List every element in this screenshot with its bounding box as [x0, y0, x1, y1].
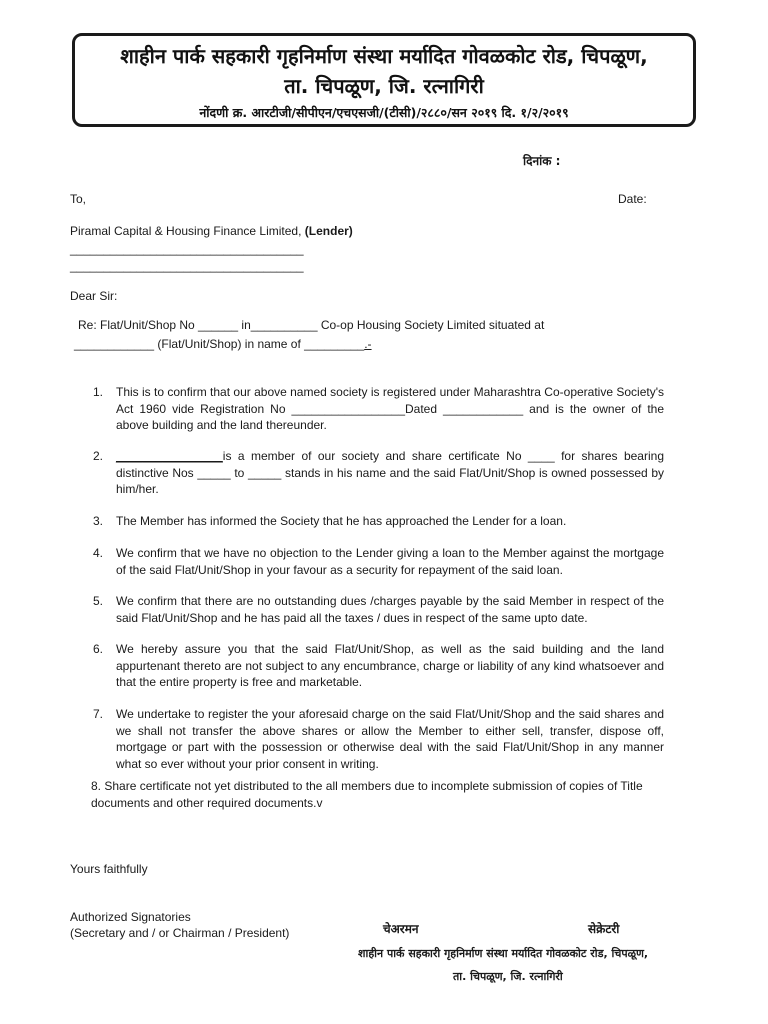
- signatories-label: Authorized Signatories: [70, 910, 191, 924]
- item-text: We undertake to register the your aforesaid charge on the said Flat/Unit/Shop and the said shares and we shall not transfer the above shares or allow the Member to either sell, transfer, dispose off, mortgage or part with the possession or otherwise deal with the said Flat/Unit/Shop in any manner what so ever without your prior consent in writing.: [116, 707, 664, 771]
- registration-number: नोंदणी क्र. आरटीजी/सीपीएन/एचएसजी/(टीसी)/२८८०/सन २०१९ दि. १/२/२०१९: [199, 105, 569, 120]
- item-text: We confirm that we have no objection to the Lender giving a loan to the Member against the mortgage of the said Flat/Unit/Shop in your favour as a security for repayment of the said loan.: [116, 546, 664, 577]
- chairman-label: चेअरमन: [383, 922, 419, 936]
- item-number: 5.: [93, 594, 104, 608]
- signatories-roles: (Secretary and / or Chairman / President): [70, 926, 290, 940]
- item-number: 4.: [93, 546, 104, 560]
- item-number: 6.: [93, 642, 104, 656]
- society-name: शाहीन पार्क सहकारी गृहनिर्माण संस्था मर्यादित गोवळकोट रोड, चिपळूण,: [120, 44, 648, 68]
- lender-tag: (Lender): [304, 224, 353, 238]
- re-line-1: Re: Flat/Unit/Shop No ______ in__________ Co-op Housing Society Limited situated at: [78, 318, 545, 332]
- item-text: This is to confirm that our above named society is registered under Maharashtra Co-operative Society's Act 1960 vide Registration No _________________Dated ____________ and is the owner of the above building and the land thereunder.: [116, 385, 664, 432]
- item-text: We confirm that there are no outstanding dues /charges payable by the said Member in respect of the said Flat/Unit/Shop and he has paid all the taxes / dues in respect of the same upto date.: [116, 594, 664, 625]
- item-number: 2.: [93, 449, 104, 463]
- item-number: 1.: [93, 385, 104, 399]
- closing: Yours faithfully: [70, 862, 148, 876]
- lender-address-line-1: ___________________________________: [70, 242, 304, 256]
- secretary-label: सेक्रेटरी: [588, 922, 620, 936]
- to-label: To,: [70, 192, 87, 206]
- society-district-stamp: ता. चिपळूण, जि. रत्नागिरी: [453, 970, 563, 983]
- lender-name: Piramal Capital & Housing Finance Limited,: [70, 224, 302, 238]
- date-label: Date:: [618, 192, 647, 206]
- member-name-blank: ________________: [116, 449, 223, 463]
- dinank-label: दिनांक :: [523, 154, 561, 168]
- item-text-body: is a member of our society and share certificate No ____ for shares bearing distinctive Nos _____ to _____ stands in his name and the said Flat/Unit/Shop is owned possessed by him/her.: [116, 449, 664, 496]
- item-text: [116, 448, 664, 498]
- society-name-stamp: शाहीन पार्क सहकारी गृहनिर्माण संस्था मर्यादित गोवळकोट रोड, चिपळूण,: [358, 947, 649, 960]
- item-text: The Member has informed the Society that he has approached the Lender for a loan.: [116, 514, 567, 528]
- lender-address-line-2: ___________________________________: [70, 259, 304, 273]
- society-location: ता. चिपळूण, जि. रत्नागिरी: [284, 74, 484, 98]
- salutation: Dear Sir:: [70, 289, 118, 303]
- letterhead-box: [72, 33, 696, 127]
- lender-line: [70, 223, 353, 240]
- item-number: 7.: [93, 707, 104, 721]
- re-line-2: [74, 336, 372, 353]
- re-line-2-text: ____________ (Flat/Unit/Shop) in name of _________: [74, 337, 365, 351]
- item-number: 3.: [93, 514, 104, 528]
- item-text: We hereby assure you that the said Flat/Unit/Shop, as well as the said building and the land appurtenant thereto are not subject to any encumbrance, charge or liability of any kind whatsoever and that the entire property is free and marketable.: [116, 642, 664, 689]
- re-line-2-tail: .-: [364, 337, 372, 351]
- item-8-text: 8. Share certificate not yet distributed to the all members due to incomplete submission of copies of Title documents and other required documents.v: [91, 779, 643, 810]
